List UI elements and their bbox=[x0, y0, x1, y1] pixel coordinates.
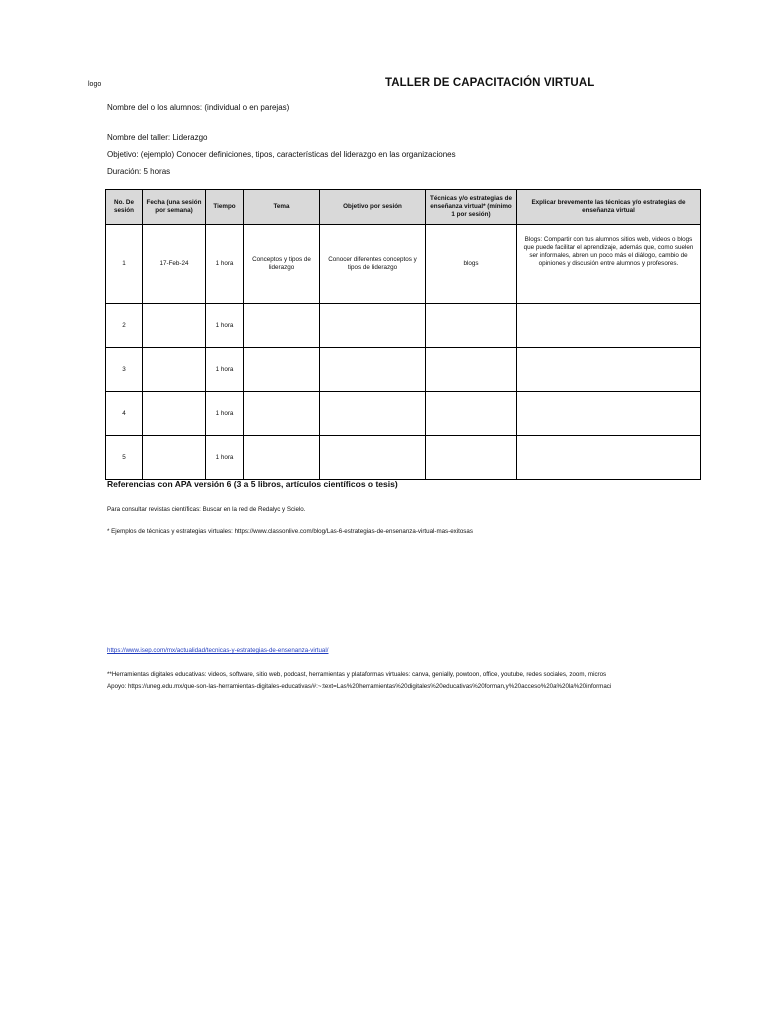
duration-line: Duración: 5 horas bbox=[107, 167, 171, 176]
cell-techniques: blogs bbox=[426, 225, 517, 304]
cell-topic bbox=[244, 304, 320, 348]
cell-session-number: 2 bbox=[106, 304, 143, 348]
header-session-objective: Objetivo por sesión bbox=[320, 190, 426, 225]
table-header-row bbox=[106, 190, 701, 225]
cell-time: 1 hora bbox=[206, 436, 244, 480]
cell-session-number: 1 bbox=[106, 225, 143, 304]
logo-placeholder: logo bbox=[88, 81, 102, 88]
sessions-table bbox=[105, 189, 701, 480]
support-link-note: Apoyo: https://uneg.edu.mx/que-son-las-herramientas-digitales-educativas/#:~:text=Las%20herramientas%20digitales%20educativas%20forman,y%20acceso%20a%20la%20informaci bbox=[107, 683, 612, 690]
table-row bbox=[106, 304, 701, 348]
cell-date bbox=[143, 392, 206, 436]
header-topic: Tema bbox=[244, 190, 320, 225]
students-line: Nombre del o los alumnos: (individual o en parejas) bbox=[107, 103, 290, 112]
consult-journals-note: Para consultar revistas científicas: Buscar en la red de Redalyc y Scielo. bbox=[107, 506, 306, 513]
cell-date bbox=[143, 348, 206, 392]
isep-reference-link[interactable]: https://www.isep.com/mx/actualidad/tecnicas-y-estrategias-de-ensenanza-virtual/ bbox=[107, 647, 329, 654]
header-techniques: Técnicas y/o estrategias de enseñanza virtual* (mínimo 1 por sesión) bbox=[426, 190, 517, 225]
cell-techniques bbox=[426, 304, 517, 348]
references-heading: Referencias con APA versión 6 (3 a 5 libros, artículos científicos o tesis) bbox=[107, 479, 398, 489]
cell-explanation bbox=[517, 348, 701, 392]
cell-date bbox=[143, 436, 206, 480]
techniques-examples-note: * Ejemplos de técnicas y estrategias virtuales: https://www.classonlive.com/blog/Las-6-estrategias-de-ensenanza-virtual-mas-exitosas bbox=[107, 528, 473, 535]
cell-topic bbox=[244, 392, 320, 436]
table-row bbox=[106, 392, 701, 436]
cell-time: 1 hora bbox=[206, 304, 244, 348]
cell-techniques bbox=[426, 392, 517, 436]
cell-session-objective bbox=[320, 436, 426, 480]
table-row bbox=[106, 225, 701, 304]
cell-date: 17-Feb-24 bbox=[143, 225, 206, 304]
cell-topic bbox=[244, 348, 320, 392]
cell-topic: Conceptos y tipos de liderazgo bbox=[244, 225, 320, 304]
cell-time: 1 hora bbox=[206, 392, 244, 436]
cell-explanation: Blogs: Compartir con tus alumnos sitios web, videos o blogs que puede facilitar el aprendizaje, además que, como suelen ser informales, abren un poco más el diálogo, cambio de opiniones y discusión entre alumnos y profesores. bbox=[517, 225, 701, 304]
cell-explanation bbox=[517, 304, 701, 348]
header-explanation: Explicar brevemente las técnicas y/o estrategias de enseñanza virtual bbox=[517, 190, 701, 225]
cell-session-objective bbox=[320, 348, 426, 392]
cell-session-objective bbox=[320, 392, 426, 436]
header-time: Tiempo bbox=[206, 190, 244, 225]
cell-session-number: 3 bbox=[106, 348, 143, 392]
table-row bbox=[106, 348, 701, 392]
cell-techniques bbox=[426, 348, 517, 392]
cell-session-number: 5 bbox=[106, 436, 143, 480]
cell-explanation bbox=[517, 392, 701, 436]
header-date: Fecha (una sesión por semana) bbox=[143, 190, 206, 225]
cell-explanation bbox=[517, 436, 701, 480]
digital-tools-note: **Herramientas digitales educativas: videos, software, sitio web, podcast, herramientas y plataformas virtuales: canva, genially, powtoon, office, youtube, redes sociales, zoom, micros bbox=[107, 671, 607, 678]
table-row bbox=[106, 436, 701, 480]
cell-session-objective: Conocer diferentes conceptos y tipos de liderazgo bbox=[320, 225, 426, 304]
cell-topic bbox=[244, 436, 320, 480]
objective-line: Objetivo: (ejemplo) Conocer definiciones, tipos, características del liderazgo en las organizaciones bbox=[107, 150, 456, 159]
cell-time: 1 hora bbox=[206, 225, 244, 304]
cell-time: 1 hora bbox=[206, 348, 244, 392]
page-title: TALLER DE CAPACITACIÓN VIRTUAL bbox=[385, 77, 595, 89]
cell-session-objective bbox=[320, 304, 426, 348]
header-session-number: No. De sesión bbox=[106, 190, 143, 225]
cell-techniques bbox=[426, 436, 517, 480]
cell-session-number: 4 bbox=[106, 392, 143, 436]
workshop-name-line: Nombre del taller: Liderazgo bbox=[107, 133, 208, 142]
cell-date bbox=[143, 304, 206, 348]
